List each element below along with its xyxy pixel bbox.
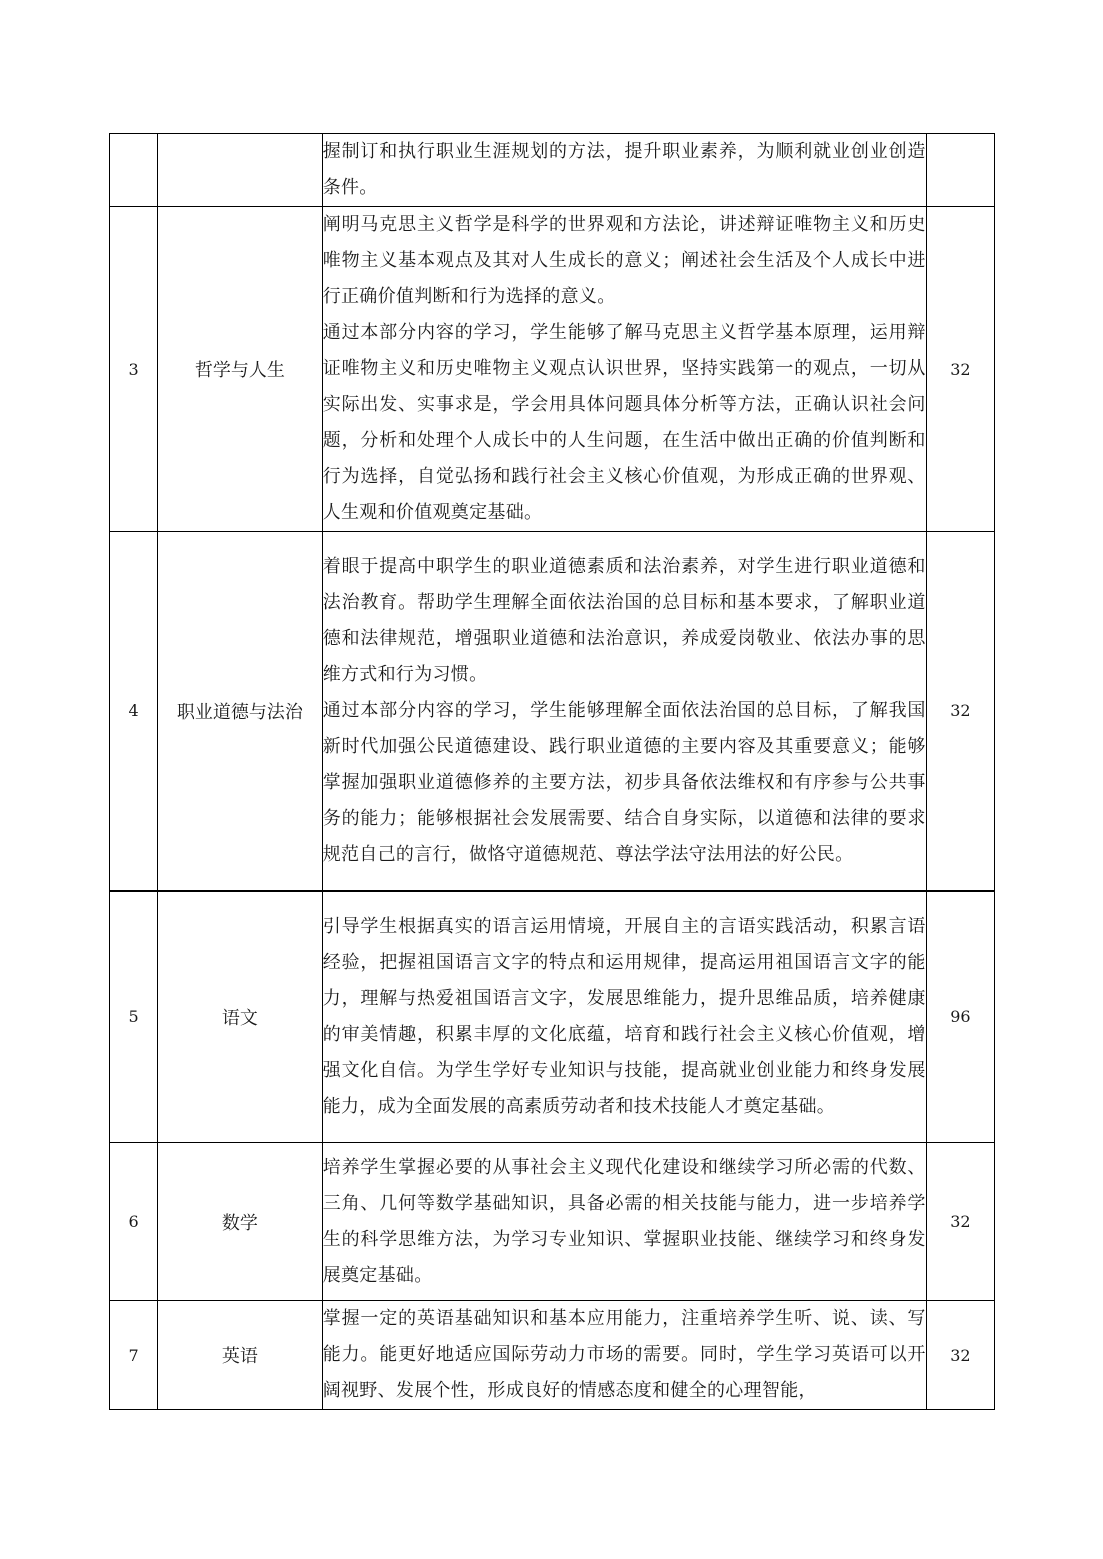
course-name: 英语 — [158, 1301, 323, 1410]
course-description — [322, 891, 926, 1143]
row-number: 5 — [110, 891, 158, 1143]
curriculum-table — [109, 133, 995, 1410]
course-hours: 32 — [926, 1301, 994, 1410]
table-row — [110, 1301, 995, 1410]
table-row — [110, 891, 995, 1143]
course-name — [158, 134, 323, 207]
description-paragraph: 掌握一定的英语基础知识和基本应用能力，注重培养学生听、说、读、写能力。能更好地适应国际劳动力市场的需要。同时，学生学习英语可以开阔视野、发展个性，形成良好的情感态度和健全的心理智能， — [322, 1308, 926, 1401]
course-hours: 32 — [926, 1143, 994, 1301]
course-hours: 32 — [926, 532, 994, 891]
table-row — [110, 1143, 995, 1301]
table-row — [110, 134, 995, 207]
row-number — [110, 134, 158, 207]
description-paragraph: 通过本部分内容的学习，学生能够理解全面依法治国的总目标，了解我国新时代加强公民道德建设、践行职业道德的主要内容及其重要意义；能够掌握加强职业道德修养的主要方法，初步具备依法维权和有序参与公共事务的能力；能够根据社会发展需要、结合自身实际，以道德和法律的要求规范自己的言行，做恪守道德规范、尊法学法守法用法的好公民。 — [322, 699, 926, 865]
course-description — [322, 207, 926, 532]
row-number: 3 — [110, 207, 158, 532]
description-paragraph: 通过本部分内容的学习，学生能够了解马克思主义哲学基本原理，运用辩证唯物主义和历史唯物主义观点认识世界，坚持实践第一的观点，一切从实际出发、实事求是，学会用具体问题具体分析等方法，正确认识社会问题，分析和处理个人成长中的人生问题，在生活中做出正确的价值判断和行为选择，自觉弘扬和践行社会主义核心价值观，为形成正确的世界观、人生观和价值观奠定基础。 — [322, 322, 926, 523]
description-paragraph: 阐明马克思主义哲学是科学的世界观和方法论，讲述辩证唯物主义和历史唯物主义基本观点及其对人生成长的意义；阐述社会生活及个人成长中进行正确价值判断和行为选择的意义。 — [322, 214, 926, 307]
course-description — [322, 1301, 926, 1410]
table-row — [110, 207, 995, 532]
course-name: 职业道德与法治 — [158, 532, 323, 891]
description-paragraph: 引导学生根据真实的语言运用情境，开展自主的言语实践活动，积累言语经验，把握祖国语言文字的特点和运用规律，提高运用祖国语言文字的能力，理解与热爱祖国语言文字，发展思维能力，提升思维品质，培养健康的审美情趣，积累丰厚的文化底蕴，培育和践行社会主义核心价值观，增强文化自信。为学生学好专业知识与技能，提高就业创业能力和终身发展能力，成为全面发展的高素质劳动者和技术技能人才奠定基础。 — [322, 915, 926, 1117]
course-hours: 32 — [926, 207, 994, 532]
row-number: 6 — [110, 1143, 158, 1301]
course-hours — [926, 134, 994, 207]
course-hours: 96 — [926, 891, 994, 1143]
course-name: 哲学与人生 — [158, 207, 323, 532]
description-paragraph: 握制订和执行职业生涯规划的方法，提升职业素养，为顺利就业创业创造条件。 — [322, 141, 926, 198]
description-paragraph: 培养学生掌握必要的从事社会主义现代化建设和继续学习所必需的代数、三角、几何等数学基础知识，具备必需的相关技能与能力，进一步培养学生的科学思维方法，为学习专业知识、掌握职业技能、继续学习和终身发展奠定基础。 — [322, 1156, 926, 1286]
course-description — [322, 134, 926, 207]
table-row — [110, 532, 995, 891]
description-paragraph: 着眼于提高中职学生的职业道德素质和法治素养，对学生进行职业道德和法治教育。帮助学生理解全面依法治国的总目标和基本要求，了解职业道德和法律规范，增强职业道德和法治意识，养成爱岗敬业、依法办事的思维方式和行为习惯。 — [322, 555, 926, 685]
course-description — [322, 1143, 926, 1301]
row-number: 4 — [110, 532, 158, 891]
row-number: 7 — [110, 1301, 158, 1410]
course-description — [322, 532, 926, 891]
course-name: 语文 — [158, 891, 323, 1143]
course-name: 数学 — [158, 1143, 323, 1301]
